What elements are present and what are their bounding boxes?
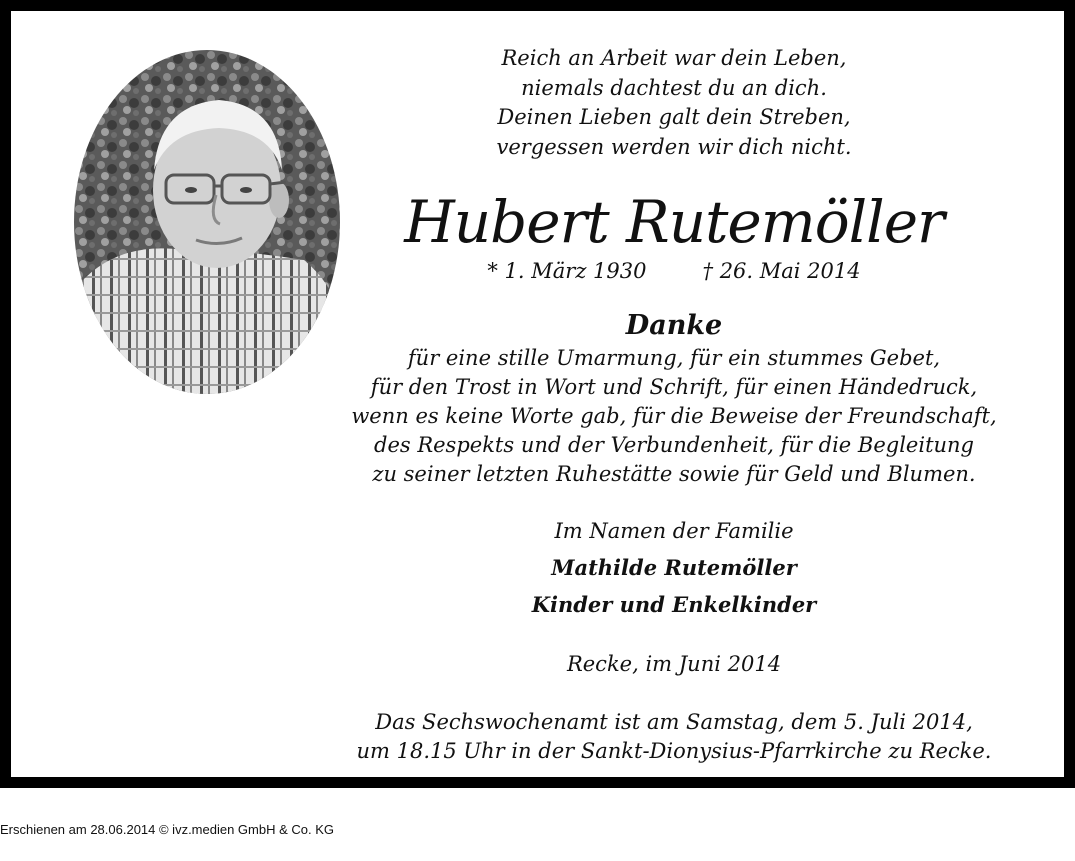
thanks-line: für den Trost in Wort und Schrift, für einen Händedruck, <box>370 375 978 399</box>
portrait-photo <box>74 50 340 394</box>
poem-line: niemals dachtest du an dich. <box>521 75 827 100</box>
deceased-name: Hubert Rutemöller <box>404 188 944 256</box>
thanks-line: zu seiner letzten Ruhestätte sowie für Geld und Blumen. <box>372 462 976 486</box>
family-intro: Im Namen der Familie <box>554 519 794 543</box>
thanks-text <box>341 344 1007 489</box>
poem-line: vergessen werden wir dich nicht. <box>496 134 852 159</box>
life-dates <box>341 256 1007 286</box>
thanks-line: für eine stille Umarmung, für ein stummes Gebet, <box>407 346 941 370</box>
place-date: Recke, im Juni 2014 <box>566 652 782 676</box>
death-date: † 26. Mai 2014 <box>702 259 861 283</box>
poem-line: Deinen Lieben galt dein Streben, <box>497 105 851 129</box>
family-relatives: Kinder und Enkelkinder <box>531 592 817 617</box>
thanks-line: des Respekts und der Verbundenheit, für die Begleitung <box>374 433 974 457</box>
portrait-image <box>74 50 340 394</box>
publication-footer: Erschienen am 28.06.2014 © ivz.medien GmbH & Co. KG <box>0 822 335 837</box>
service-line: Das Sechswochenamt ist am Samstag, dem 5. Juli 2014, <box>375 710 973 734</box>
poem-line: Reich an Arbeit war dein Leben, <box>501 46 847 70</box>
poem <box>341 44 1007 162</box>
service-notice <box>341 708 1007 766</box>
thanks-line: wenn es keine Worte gab, für die Beweise der Freundschaft, <box>351 404 997 428</box>
birth-date: * 1. März 1930 <box>487 259 647 283</box>
service-line: um 18.15 Uhr in der Sankt-Dionysius-Pfarrkirche zu Recke. <box>356 739 992 763</box>
thanks-title: Danke <box>625 310 723 341</box>
family-member-name: Mathilde Rutemöller <box>551 555 797 580</box>
